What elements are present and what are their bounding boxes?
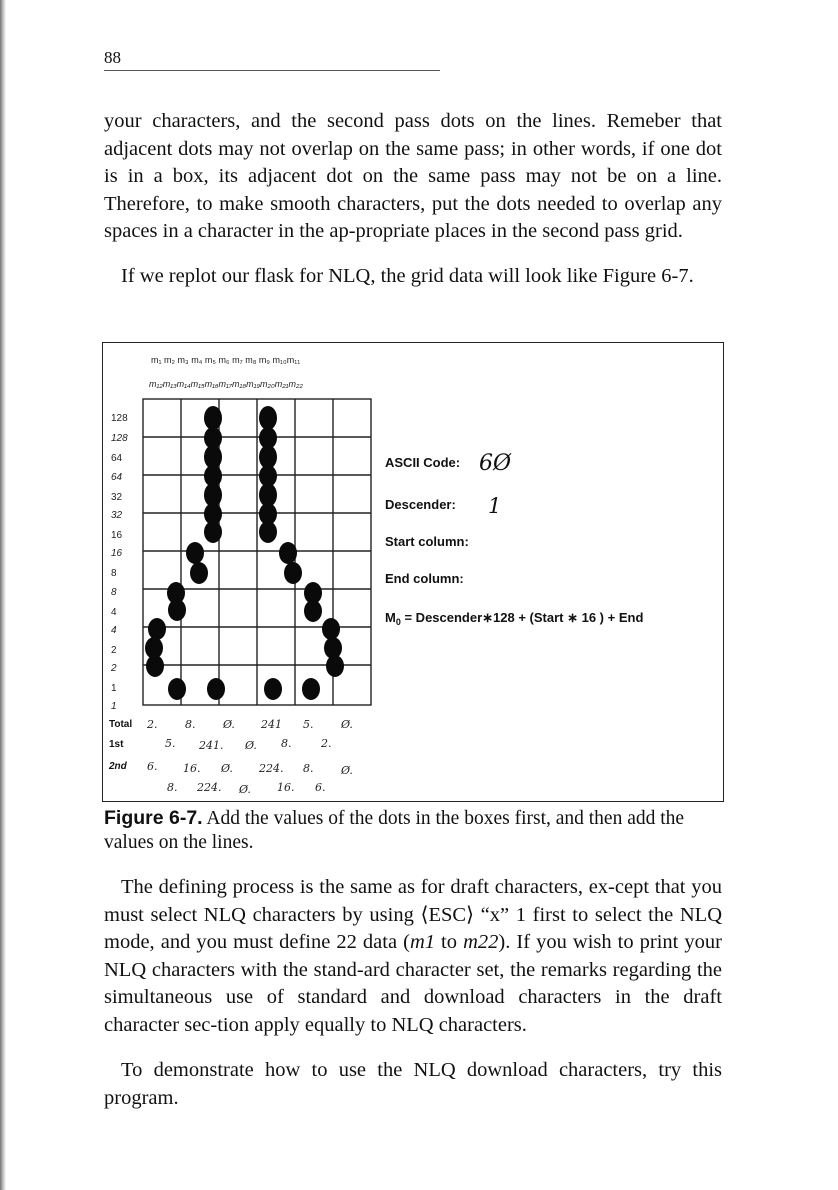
descender-label: Descender: — [385, 497, 456, 512]
first-pass-label: 1st — [109, 739, 124, 750]
row-label: 1 — [111, 683, 117, 694]
caption-text: Add the values of the dots in the boxes first, and then add the values on the lines. — [104, 808, 685, 853]
ascii-code-value: 6Ø — [479, 451, 512, 476]
first-pass-value: Ø. — [245, 739, 257, 752]
row-label: 64 — [111, 472, 123, 483]
second-pass-value: 16. — [277, 781, 295, 794]
figure-caption — [104, 806, 724, 855]
row-label: 32 — [111, 510, 123, 521]
page-number: 88 — [104, 48, 121, 67]
start-column-label: Start column: — [385, 534, 469, 549]
m1-term: m1 — [409, 931, 435, 953]
m22-term: m22 — [463, 931, 499, 953]
row-label: 2 — [111, 645, 117, 656]
row-label: 8 — [111, 568, 117, 579]
second-pass-label: 2nd — [109, 761, 127, 772]
second-pass-value: 224. — [259, 762, 284, 775]
first-pass-value: 2. — [321, 737, 332, 750]
second-pass-value: 6. — [315, 781, 326, 794]
end-column-label: End column: — [385, 571, 464, 586]
total-value: Ø. — [223, 718, 235, 731]
second-pass-value: Ø. — [239, 783, 251, 796]
total-value: Ø. — [341, 718, 353, 731]
second-pass-value: 6. — [147, 760, 158, 773]
second-pass-value: 16. — [183, 762, 201, 775]
header-rule — [104, 70, 440, 71]
row-label: 4 — [111, 625, 117, 636]
first-pass-value: 8. — [281, 737, 292, 750]
row-label: 2 — [111, 663, 117, 674]
paragraph-replot: If we replot our flask for NLQ, the grid data will look like Figure 6-7. — [121, 265, 694, 287]
first-pass-value: 241. — [199, 739, 224, 752]
paragraph-intro: your characters, and the second pass dots on the lines. Remeber that adjacent dots may not overlap on the same pass; in other words, if one dot is in a box, its adjacent dot on the same pass may not be on a line. Therefore, to make smooth characters, put the dots needed to overlap any spaces in a character in the ap-propriate places in the second pass grid. — [104, 110, 722, 242]
ascii-code-label: ASCII Code: — [385, 455, 461, 470]
row-label: 1 — [111, 701, 117, 712]
paragraph-defining-process: The defining process is the same as for draft characters, ex-cept that you must select NLQ characters by using ⟨ESC⟩ “x” 1 first to select the NLQ mode, and you must define 22 data (m1 to m22). If you wish to print your NLQ characters with the stand-ard character set, the remarks regarding the simultaneous use of standard and download characters in the draft character sec-tion apply equally to NLQ characters. — [104, 876, 723, 1036]
caption-label: Figure 6-7. — [104, 807, 203, 829]
first-pass-value: 5. — [165, 737, 176, 750]
descender-value: 1 — [488, 494, 502, 518]
figure-6-7 — [102, 342, 724, 802]
second-pass-value: 224. — [197, 781, 222, 794]
second-pass-value: Ø. — [341, 764, 353, 777]
total-value: 2. — [147, 718, 158, 731]
column-header-odd: m₁ m₂ m₃ m₄ m₅ m₆ m₇ m₈ m₉ m₁₀m₁₁ — [151, 355, 301, 365]
row-label: 8 — [111, 587, 117, 598]
row-label: 16 — [111, 548, 123, 559]
formula: $M_0$ = Descender∗128 + (Start ∗ 16 ) + End — [385, 610, 644, 627]
second-pass-value: 8. — [303, 762, 314, 775]
row-label: 32 — [111, 492, 123, 503]
nlq-grid-diagram — [103, 343, 725, 803]
total-value: 241 — [261, 718, 282, 731]
column-header-even: m₁₂m₁₃m₁₄m₁₅m₁₆m₁₇m₁₈m₁₉m₂₀m₂₁m₂₂ — [149, 379, 303, 389]
paragraph-demonstrate: To demonstrate how to use the NLQ download characters, try this program. — [104, 1059, 722, 1109]
row-label: 128 — [111, 413, 128, 424]
page-edge-shadow — [0, 0, 6, 1190]
total-value: 8. — [185, 718, 196, 731]
second-pass-value: 8. — [167, 781, 178, 794]
flask-dots — [145, 406, 344, 700]
row-label: 16 — [111, 530, 123, 541]
row-label: 4 — [111, 607, 117, 618]
second-pass-value: Ø. — [221, 762, 233, 775]
row-label: 128 — [111, 433, 128, 444]
total-value: 5. — [303, 718, 314, 731]
row-label: 64 — [111, 453, 123, 464]
total-label: Total — [109, 719, 133, 730]
